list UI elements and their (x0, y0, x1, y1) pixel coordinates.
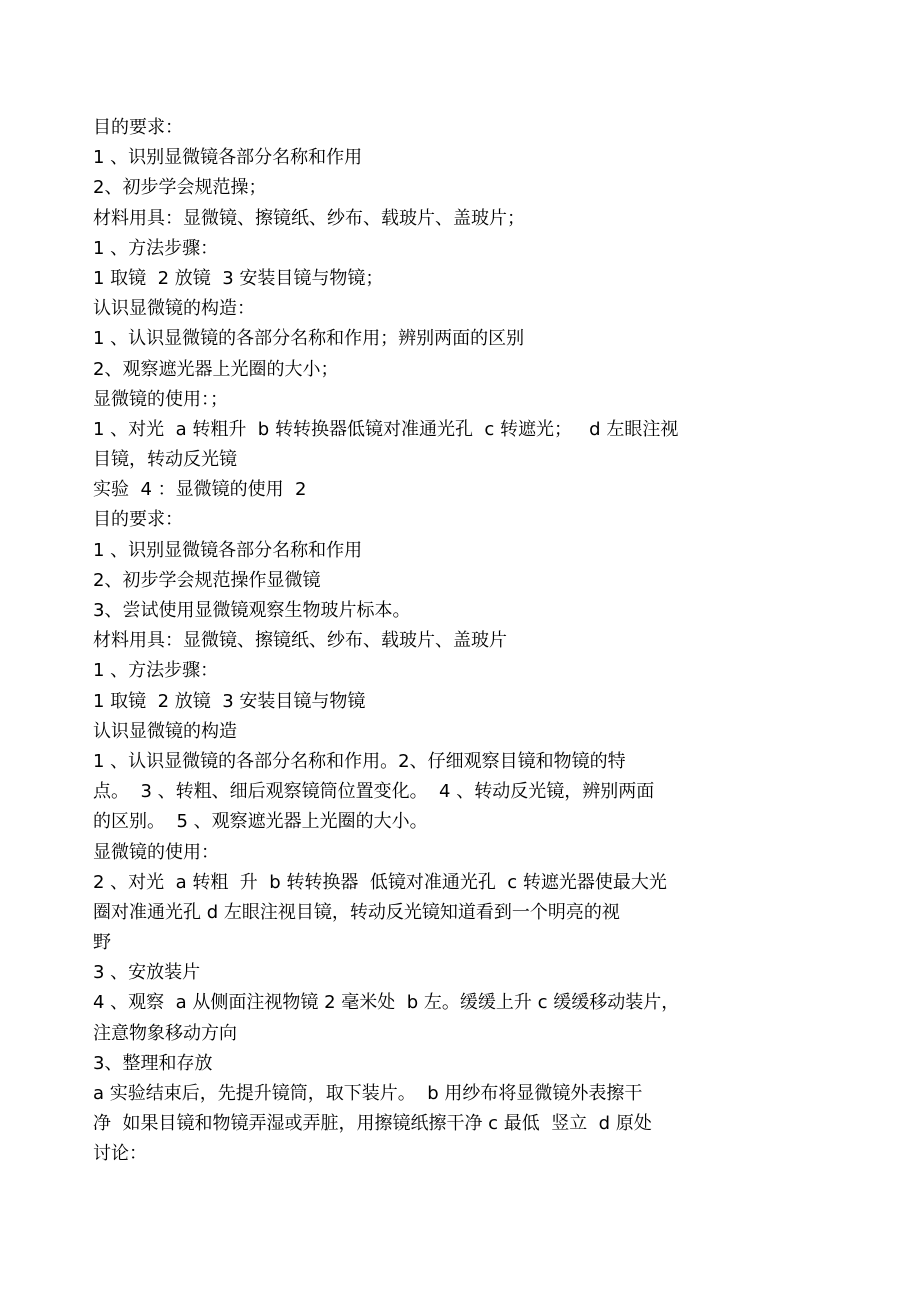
text-line: 1 、识别显微镜各部分名称和作用 (93, 147, 363, 169)
text-line: 目镜，转动反光镜 (93, 449, 237, 471)
text-line: 认识显微镜的构造： (93, 298, 255, 320)
text-line: 2、观察遮光器上光圈的大小； (93, 358, 339, 380)
text-line: 2、初步学会规范操作显微镜 (93, 569, 321, 591)
text-line: 1 、识别显微镜各部分名称和作用 (93, 539, 363, 561)
text-line: 3 、安放装片 (93, 962, 201, 984)
text-line: 圈对准通光孔 d 左眼注视目镜，转动反光镜知道看到一个明亮的视 (93, 901, 620, 923)
text-line: 1 、方法步骤： (93, 237, 219, 259)
text-line: 净 如果目镜和物镜弄湿或弄脏，用擦镜纸擦干净 c 最低 竖立 d 原处 (93, 1113, 652, 1135)
text-line: 野 (93, 932, 111, 954)
text-line: 1 、对光 a 转粗升 b 转转换器低镜对准通光孔 c 转遮光； d 左眼注视 (93, 418, 679, 440)
text-line: 材料用具：显微镜、擦镜纸、纱布、载玻片、盖玻片； (93, 207, 525, 229)
text-line: 2、初步学会规范操； (93, 177, 267, 199)
text-line: a 实验结束后，先提升镜筒，取下装片。 b 用纱布将显微镜外表擦干 (93, 1083, 643, 1104)
text-line: 2 、对光 a 转粗 升 b 转转换器 低镜对准通光孔 c 转遮光器使最大光 (93, 871, 667, 893)
text-line: 4 、观察 a 从侧面注视物镜 2 毫米处 b 左。缓缓上升 c 缓缓移动装片， (93, 992, 680, 1014)
text-line: 1 、认识显微镜的各部分名称和作用。2、仔细观察目镜和物镜的特 (93, 750, 626, 772)
text-line: 目的要求： (93, 117, 183, 138)
text-line: 1 、方法步骤： (93, 660, 219, 682)
text-line: 认识显微镜的构造 (93, 720, 237, 742)
text-line: 1 取镜 2 放镜 3 安装目镜与物镜 (93, 690, 366, 712)
text-line: 1 、认识显微镜的各部分名称和作用；辨别两面的区别 (93, 328, 525, 350)
text-line: 3、整理和存放 (93, 1052, 213, 1074)
text-line: 3、尝试使用显微镜观察生物玻片标本。 (93, 600, 411, 621)
text-line: 目的要求： (93, 509, 183, 531)
text-line: 点。 3 、转粗、细后观察镜筒位置变化。 4 、转动反光镜，辨别两面 (93, 781, 655, 803)
text-line: 材料用具：显微镜、擦镜纸、纱布、载玻片、盖玻片 (93, 630, 507, 652)
text-line: 显微镜的使用： (93, 841, 219, 863)
text-line: 的区别。 5 、观察遮光器上光圈的大小。 (93, 811, 428, 833)
text-line: 注意物象移动方向 (93, 1022, 237, 1044)
text-line: 实验 4 ：显微镜的使用 2 (93, 479, 307, 501)
text-line: 显微镜的使用：； (93, 388, 228, 410)
text-line: 讨论： (93, 1143, 147, 1165)
document-body (93, 113, 743, 1170)
text-line: 1 取镜 2 放镜 3 安装目镜与物镜； (93, 267, 384, 289)
